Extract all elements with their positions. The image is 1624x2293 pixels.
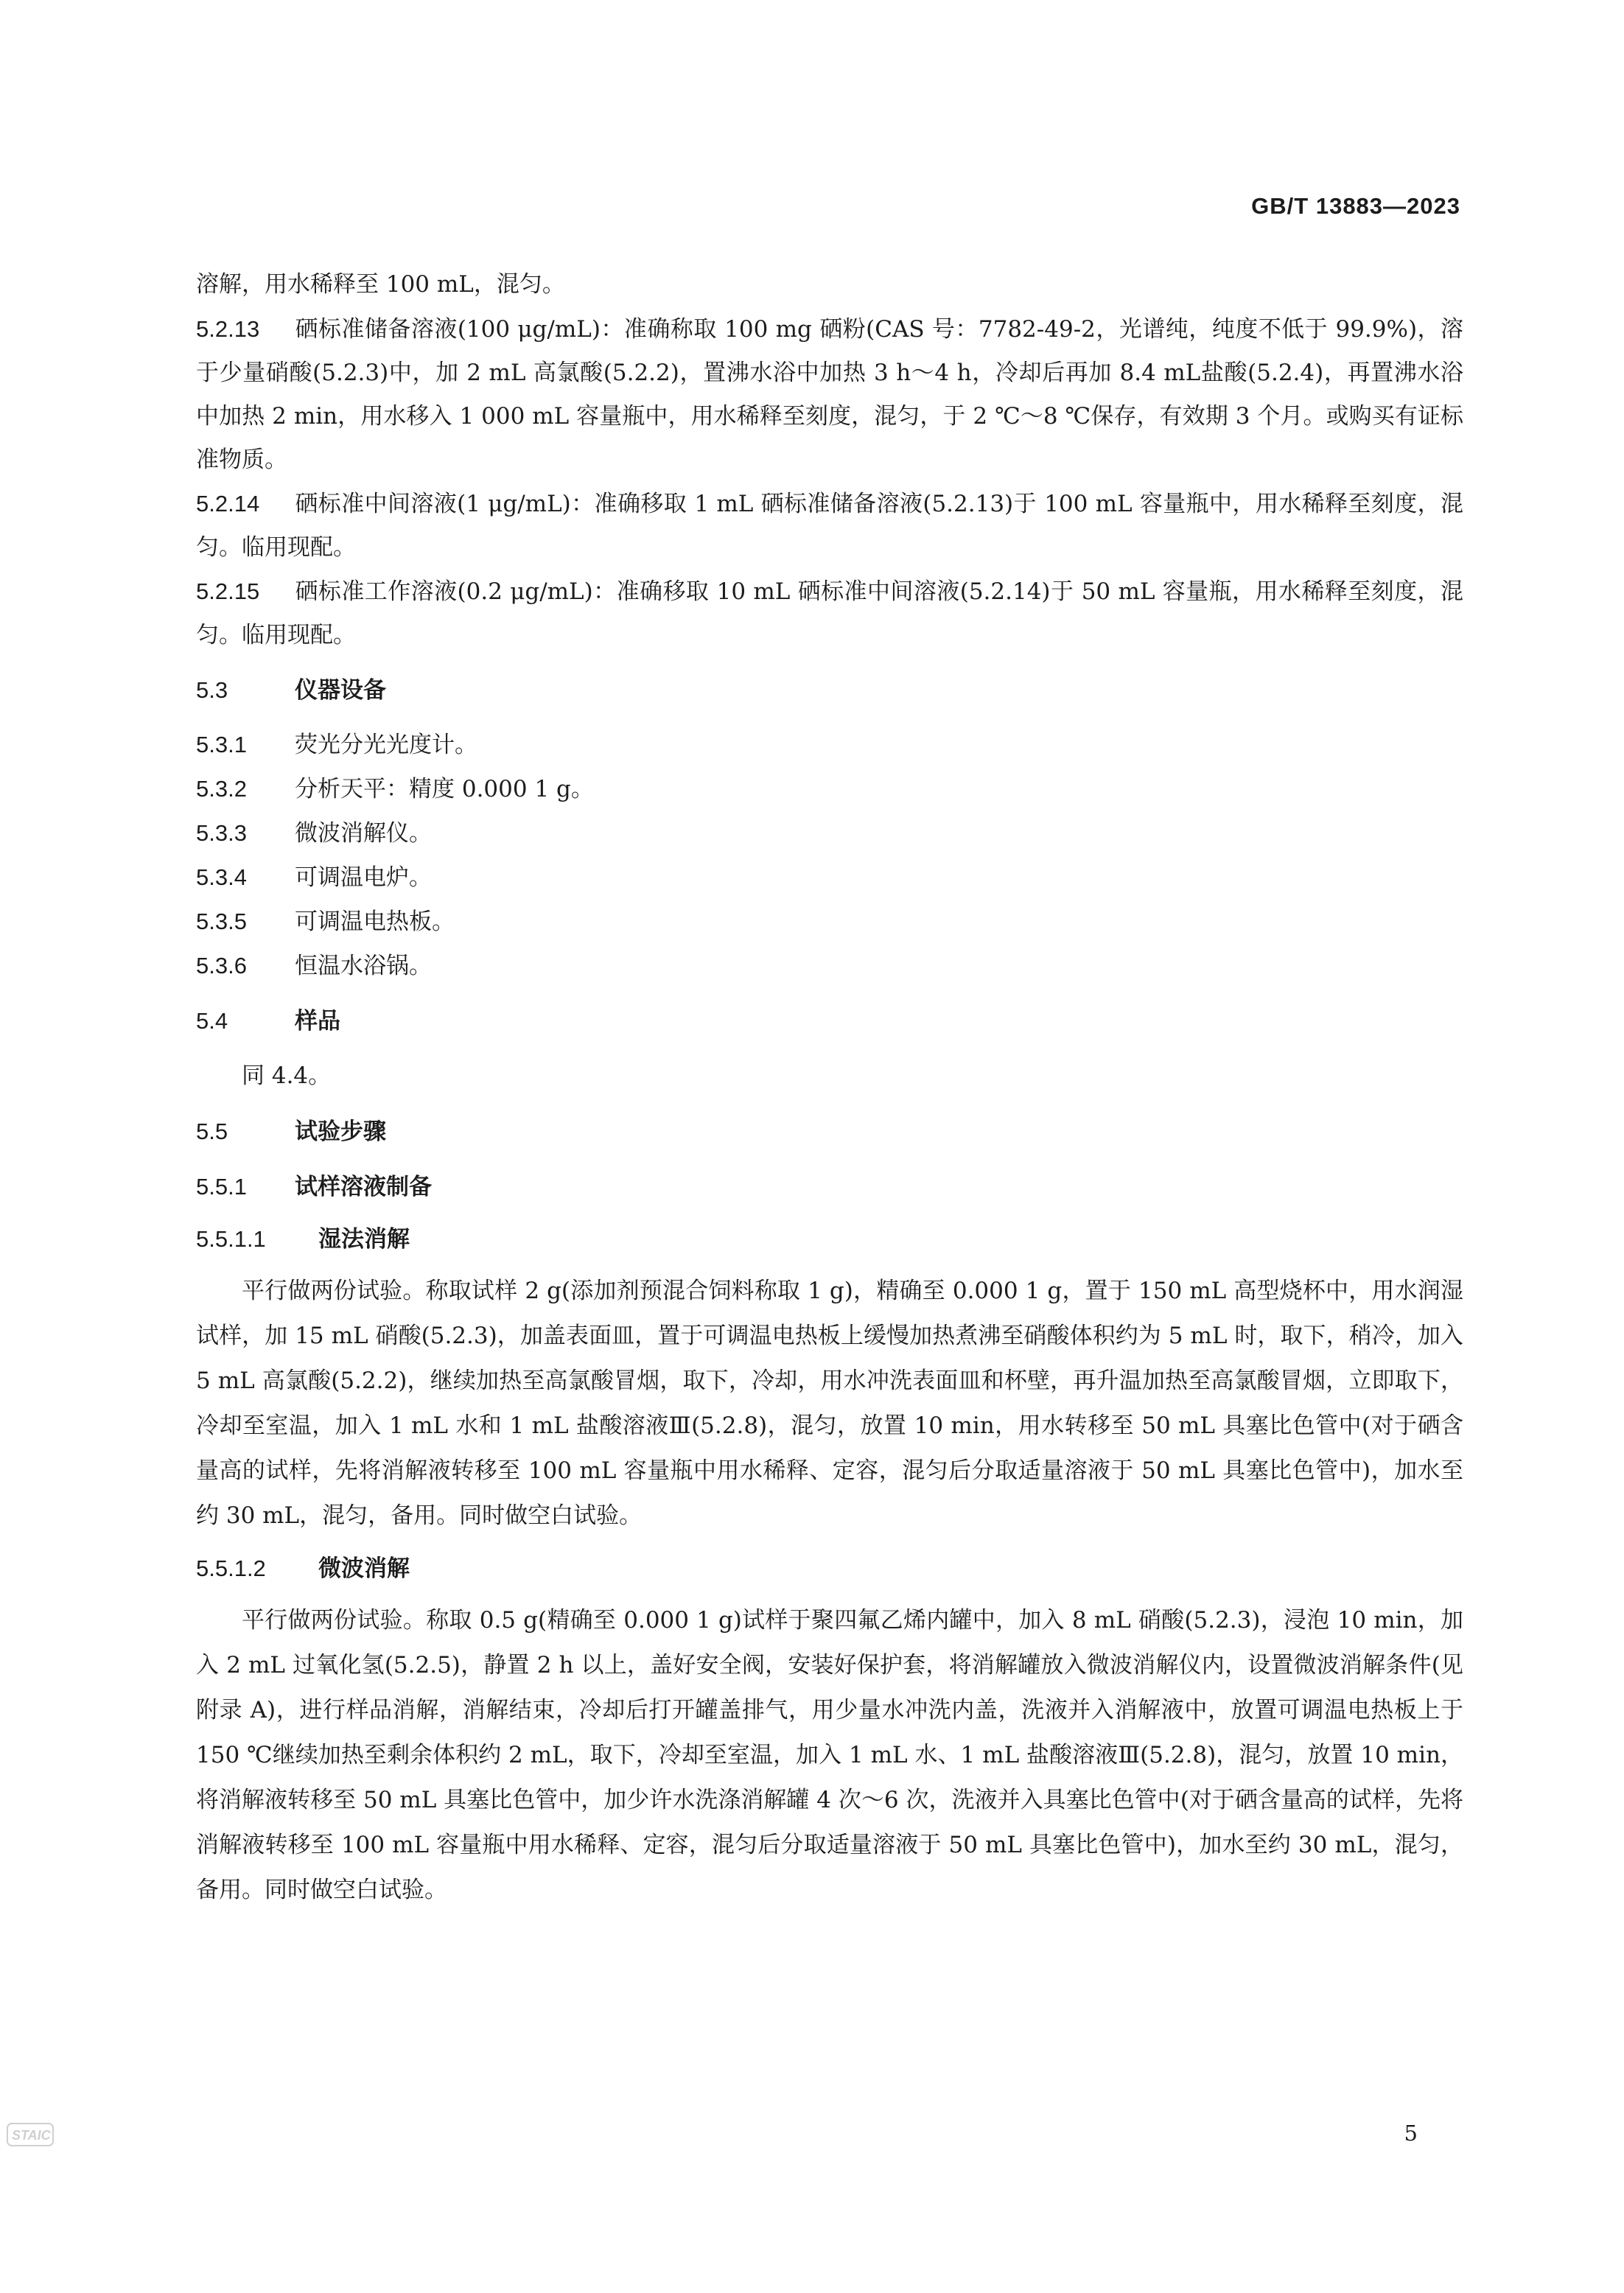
section-number: 5.3	[196, 677, 228, 703]
watermark-logo	[6, 2119, 57, 2152]
section-heading-5-4	[196, 998, 1463, 1043]
clause-number: 5.3.2	[196, 776, 247, 802]
section-title: 微波消解	[318, 1555, 410, 1581]
clause-text: 硒标准储备溶液(100 μg/mL)：准确称取 100 mg 硒粉(CAS 号：7782-49-2，光谱纯，纯度不低于 99.9%)，溶于少量硝酸(5.2.3)中，加 2 mL 高氯酸(5.2.2)，置沸水浴中加热 3 h～4 h，冷却后再加 8.4 mL盐酸(5.2.4)，再置沸水浴中加热 2 min，用水移入 1 000 mL 容量瓶中，用水稀释至刻度，混匀，于 2 ℃～8 ℃保存，有效期 3 个月。或购买有证标准物质。	[196, 316, 1463, 473]
clause-text: 硒标准中间溶液(1 μg/mL)：准确移取 1 mL 硒标准储备溶液(5.2.13)于 100 mL 容量瓶中，用水稀释至刻度，混匀。临用现配。	[196, 491, 1463, 561]
section-title: 样品	[295, 1008, 340, 1034]
clause-5-3-3	[196, 811, 1463, 855]
clause-5-3-5	[196, 900, 1463, 944]
clause-text: 可调温电炉。	[295, 864, 432, 891]
section-heading-5-5-1-2	[196, 1546, 1463, 1591]
section-heading-5-5-1	[196, 1164, 1463, 1209]
clause-text: 硒标准工作溶液(0.2 μg/mL)：准确移取 10 mL 硒标准中间溶液(5.2.14)于 50 mL 容量瓶，用水稀释至刻度，混匀。临用现配。	[196, 578, 1463, 648]
clause-number: 5.2.15	[196, 578, 260, 604]
section-title: 试验步骤	[295, 1119, 386, 1144]
clause-number: 5.3.4	[196, 864, 247, 890]
page-content	[196, 262, 1463, 1913]
section-number: 5.5.1.2	[196, 1555, 266, 1581]
clause-number: 5.3.3	[196, 820, 247, 846]
clause-text: 可调温电热板。	[295, 909, 455, 935]
section-title: 湿法消解	[318, 1226, 410, 1252]
page-number: 5	[1404, 2121, 1418, 2146]
clause-text: 微波消解仪。	[295, 820, 432, 847]
section-title: 仪器设备	[295, 677, 386, 703]
section-number: 5.5.1.1	[196, 1226, 266, 1252]
paragraph-continuation: 溶解，用水稀释至 100 mL，混匀。	[196, 271, 565, 298]
standard-number: GB/T 13883—2023	[1251, 193, 1460, 219]
section-heading-5-5-1-1	[196, 1216, 1463, 1261]
section-heading-5-3	[196, 668, 1463, 713]
clause-number: 5.2.13	[196, 316, 260, 342]
clause-text: 恒温水浴锅。	[295, 953, 432, 979]
paragraph-wet-digestion: 平行做两份试验。称取试样 2 g(添加剂预混合饲料称取 1 g)，精确至 0.000 1 g，置于 150 mL 高型烧杯中，用水润湿试样，加 15 mL 硝酸(5.2.3)，加盖表面皿，置于可调温电热板上缓慢加热煮沸至硝酸体积约为 5 mL 时，取下，稍冷，加入 5 mL 高氯酸(5.2.2)，继续加热至高氯酸冒烟，取下，冷却，用水冲洗表面皿和杯壁，再升温加热至高氯酸冒烟，立即取下，冷却至室温，加入 1 mL 水和 1 mL 盐酸溶液Ⅲ(5.2.8)，混匀，放置 10 min，用水转移至 50 mL 具塞比色管中(对于硒含量高的试样，先将消解液转移至 100 mL 容量瓶中用水稀释、定容，混匀后分取适量溶液于 50 mL 具塞比色管中)，加水至约 30 mL，混匀，备用。同时做空白试验。	[196, 1278, 1463, 1529]
paragraph: 同 4.4。	[242, 1063, 332, 1089]
clause-5-3-4	[196, 855, 1463, 900]
clause-5-3-6	[196, 944, 1463, 988]
clause-5-2-15	[196, 570, 1463, 657]
paragraph-microwave-digestion: 平行做两份试验。称取 0.5 g(精确至 0.000 1 g)试样于聚四氟乙烯内罐中，加入 8 mL 硝酸(5.2.3)，浸泡 10 min，加入 2 mL 过氧化氢(5.2.5)，静置 2 h 以上，盖好安全阀，安装好保护套，将消解罐放入微波消解仪内，设置微波消解条件(见附录 A)，进行样品消解，消解结束，冷却后打开罐盖排气，用少量水冲洗内盖，洗液并入消解液中，放置可调温电热板上于 150 ℃继续加热至剩余体积约 2 mL，取下，冷却至室温，加入 1 mL 水、1 mL 盐酸溶液Ⅲ(5.2.8)，混匀，放置 10 min，将消解液转移至 50 mL 具塞比色管中，加少许水洗涤消解罐 4 次～6 次，洗液并入具塞比色管中(对于硒含量高的试样，先将消解液转移至 100 mL 容量瓶中用水稀释、定容，混匀后分取适量溶液于 50 mL 具塞比色管中)，加水至约 30 mL，混匀，备用。同时做空白试验。	[196, 1607, 1463, 1903]
clause-number: 5.3.5	[196, 909, 247, 934]
clause-number: 5.3.1	[196, 732, 247, 757]
clause-5-2-13	[196, 307, 1463, 482]
section-number: 5.5.1	[196, 1174, 247, 1200]
clause-5-3-2	[196, 767, 1463, 811]
svg-text:STAIC: STAIC	[12, 2128, 51, 2143]
section-number: 5.4	[196, 1008, 228, 1034]
section-number: 5.5	[196, 1119, 228, 1144]
clause-5-2-14	[196, 482, 1463, 570]
clause-number: 5.3.6	[196, 953, 247, 979]
clause-5-3-1	[196, 723, 1463, 767]
section-heading-5-5	[196, 1109, 1463, 1154]
section-title: 试样溶液制备	[295, 1174, 432, 1200]
clause-number: 5.2.14	[196, 491, 260, 517]
clause-text: 荧光分光光度计。	[295, 732, 477, 758]
logo-mark-icon	[6, 2119, 57, 2152]
clause-text: 分析天平：精度 0.000 1 g。	[295, 776, 594, 802]
